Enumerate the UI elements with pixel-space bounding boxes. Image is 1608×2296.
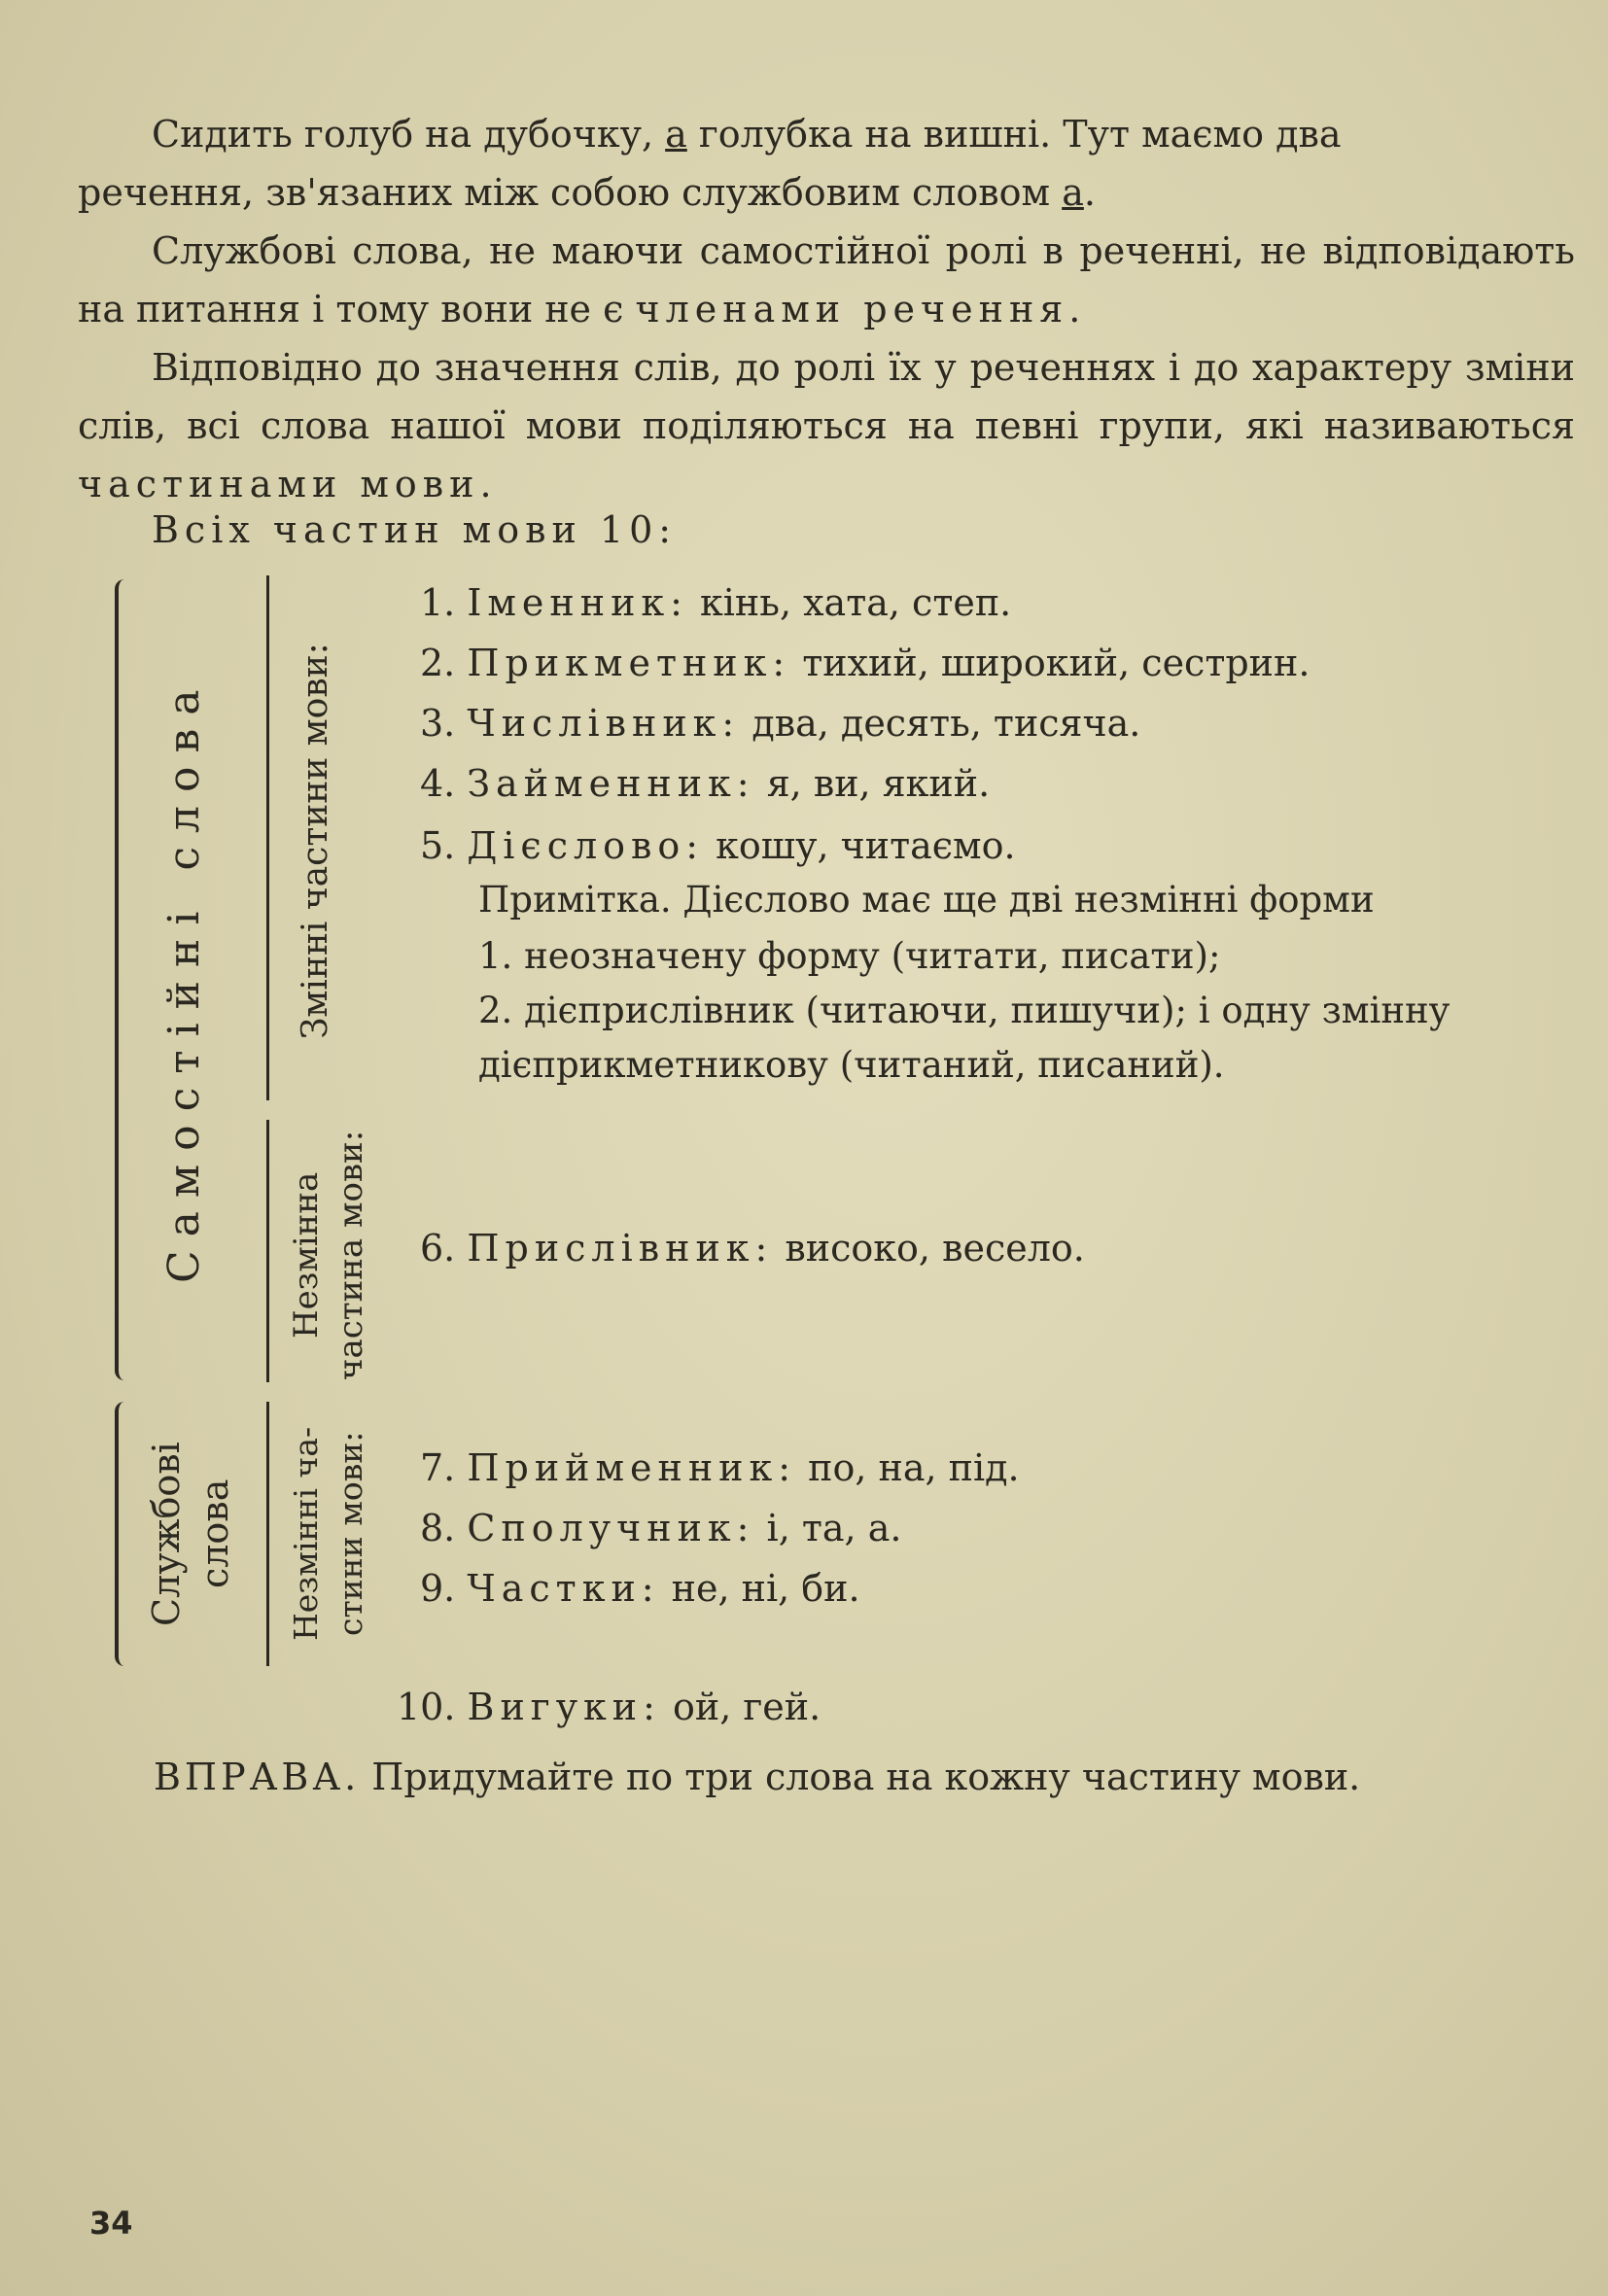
paragraph-line (78, 105, 1575, 163)
item-term: Сполучник: (467, 1507, 755, 1549)
item-number: 6. (420, 1227, 456, 1270)
paragraph-count (78, 501, 1575, 559)
note-line: 1. неозначену форму (читати, писати); (478, 935, 1221, 977)
paragraph-text (78, 338, 1575, 513)
label-text: Службові (145, 1442, 188, 1626)
label-unchangeable (284, 1128, 381, 1382)
item-examples: я, ви, який. (754, 762, 991, 805)
page-number: 34 (89, 2205, 133, 2242)
item-number: 1. (420, 581, 456, 624)
item-examples: тихий, широкий, сестрин. (790, 642, 1311, 684)
spaced-term: частинами мови (78, 463, 480, 505)
list-item-particle (420, 1559, 860, 1618)
item-examples: кінь, хата, степ. (687, 581, 1012, 624)
list-item-adjective (420, 634, 1310, 692)
label-text: слова (193, 1478, 236, 1589)
item-examples: і, та, а. (754, 1507, 902, 1549)
item-number: 9. (420, 1567, 456, 1610)
item-number: 2. (420, 642, 456, 684)
paragraph-text (78, 222, 1575, 338)
item-term: Прийменник: (467, 1446, 797, 1489)
list-item-noun (420, 574, 1011, 632)
label-text: стини мови: (332, 1431, 369, 1637)
item-number: 3. (420, 702, 456, 745)
divider-line (266, 1120, 269, 1382)
text: . (1083, 171, 1096, 214)
paragraph-example (78, 105, 1575, 222)
paragraph-parts-of-speech (78, 338, 1575, 513)
label-text: Незмінна (287, 1171, 326, 1339)
item-examples: високо, весело. (773, 1227, 1085, 1270)
label-service-words (142, 1402, 249, 1666)
item-number: 4. (420, 762, 456, 805)
item-term: Числівник: (467, 702, 741, 745)
note-line: 2. дієприслівник (читаючи, пишучи); і одну змінну (478, 990, 1451, 1031)
list-item-numeral (420, 694, 1140, 752)
label-text: Незмінні ча- (287, 1426, 325, 1642)
list-item-adverb (420, 1219, 1085, 1277)
exercise-label: ВПРАВА. (154, 1756, 361, 1798)
item-number: 10. (397, 1686, 456, 1728)
list-item-pronoun (420, 754, 990, 813)
item-number: 8. (420, 1507, 456, 1549)
text: голубка на вишні. Тут маємо два (686, 113, 1342, 156)
item-term: Частки: (467, 1567, 660, 1610)
list-item-preposition (420, 1439, 1020, 1497)
text: Службові слова, не маючи самостійної ролі в реченні, не відповідають на питання і тому вони не є (78, 229, 1575, 330)
text: . (1068, 288, 1081, 330)
label-text: частина мови: (332, 1130, 370, 1380)
item-term: Прикметник: (467, 642, 791, 684)
label-changeable (296, 583, 377, 1098)
paragraph-line (78, 163, 1575, 222)
item-examples: кошу, читаємо. (704, 824, 1016, 867)
note-line: дієприкметникову (читаний, писаний). (478, 1044, 1225, 1086)
item-term: Дієслово: (467, 824, 705, 867)
text: . (479, 463, 492, 505)
label-independent-words: Самостійні слова (159, 676, 209, 1284)
item-term: Займенник: (467, 762, 755, 805)
item-examples: два, десять, тисяча. (740, 702, 1141, 745)
divider-line (266, 575, 269, 1100)
text: Відповідно до значення слів, до ролі їх у реченнях і до характеру зміни слів, всі слова нашої мови поділяються на певні групи, які називаються (78, 346, 1575, 447)
paragraph-service-words (78, 222, 1575, 338)
paragraph-text: Всіх частин мови 10: (152, 508, 678, 551)
label-text: Змінні частини мови: (296, 643, 335, 1039)
item-examples: ой, гей. (660, 1686, 821, 1728)
exercise (154, 1748, 1360, 1806)
list-item-interjection (397, 1678, 821, 1736)
note-line: Примітка. Дієслово має ще дві незмінні форми (478, 879, 1375, 921)
item-examples: по, на, під. (796, 1446, 1020, 1489)
list-item-verb (420, 817, 1016, 875)
item-term: Вигуки: (467, 1686, 661, 1728)
item-term: Іменник: (467, 581, 688, 624)
text: речення, зв'язаних між собою службовим словом (78, 171, 1063, 214)
list-item-conjunction (420, 1499, 901, 1557)
item-number: 7. (420, 1446, 456, 1489)
item-examples: не, ні, би. (659, 1567, 860, 1610)
item-number: 5. (420, 824, 456, 867)
exercise-text: Придумайте по три слова на кожну частину мови. (360, 1756, 1361, 1798)
underlined-word: а (1062, 171, 1084, 214)
divider-line (266, 1402, 269, 1666)
underlined-word: а (665, 113, 687, 156)
bracket-service (115, 1402, 136, 1666)
bracket-independent (115, 579, 136, 1380)
item-term: Прислівник: (467, 1227, 774, 1270)
spaced-term: членами речення (635, 288, 1069, 330)
label-service-unchangeable (284, 1402, 381, 1666)
text: Сидить голуб на дубочку, (152, 113, 666, 156)
